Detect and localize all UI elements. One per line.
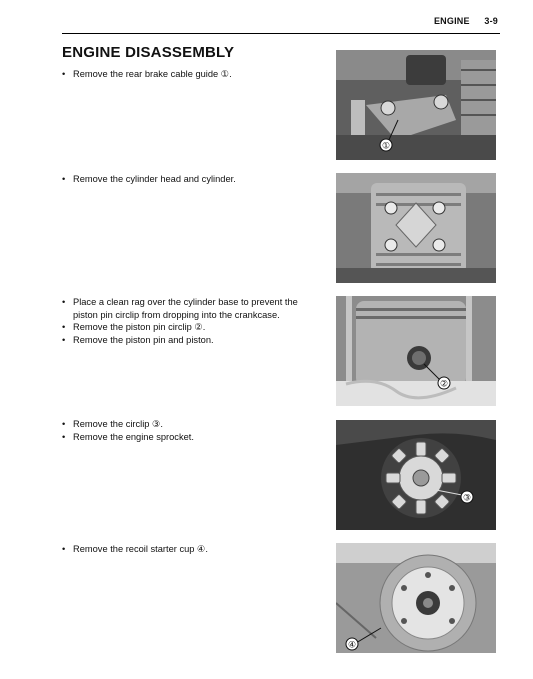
- header-section: ENGINE: [433, 16, 470, 26]
- step-4-text: [62, 418, 324, 443]
- photo-engine-sprocket: [336, 420, 496, 530]
- step-4-bullet-1: • Remove the circlip ③.: [62, 418, 324, 431]
- photo-recoil-starter-cup: [336, 543, 496, 653]
- photo-cylinder-head: [336, 173, 496, 283]
- step-3-bullet-3: • Remove the piston pin and piston.: [62, 334, 324, 347]
- header-page-number: 3-9: [484, 16, 498, 26]
- step-2-text: [62, 173, 324, 186]
- step-5-bullet-1: • Remove the recoil starter cup ④.: [62, 543, 324, 556]
- photo-callout-1: ①: [381, 141, 391, 152]
- photo-brake-cable-guide: [336, 50, 496, 160]
- step-4-bullet-2: • Remove the engine sprocket.: [62, 431, 324, 444]
- running-header: [434, 16, 498, 26]
- page-title: ENGINE DISASSEMBLY: [62, 44, 235, 61]
- photo-callout-4: ④: [347, 640, 357, 651]
- step-3-bullet-1: • Place a clean rag over the cylinder base to prevent the piston pin circlip from dropping into the crankcase.: [62, 296, 324, 321]
- step-3-bullet-2: • Remove the piston pin circlip ②.: [62, 321, 324, 334]
- photo-callout-2: ②: [439, 379, 449, 390]
- step-3-text: [62, 296, 324, 346]
- step-2-bullet-1: • Remove the cylinder head and cylinder.: [62, 173, 324, 186]
- step-1-bullet-1: • Remove the rear brake cable guide ①.: [62, 68, 324, 81]
- photo-callout-3: ③: [462, 493, 472, 504]
- header-rule: [62, 33, 500, 34]
- step-1-text: [62, 68, 324, 81]
- photo-piston: [336, 296, 496, 406]
- step-5-text: [62, 543, 324, 556]
